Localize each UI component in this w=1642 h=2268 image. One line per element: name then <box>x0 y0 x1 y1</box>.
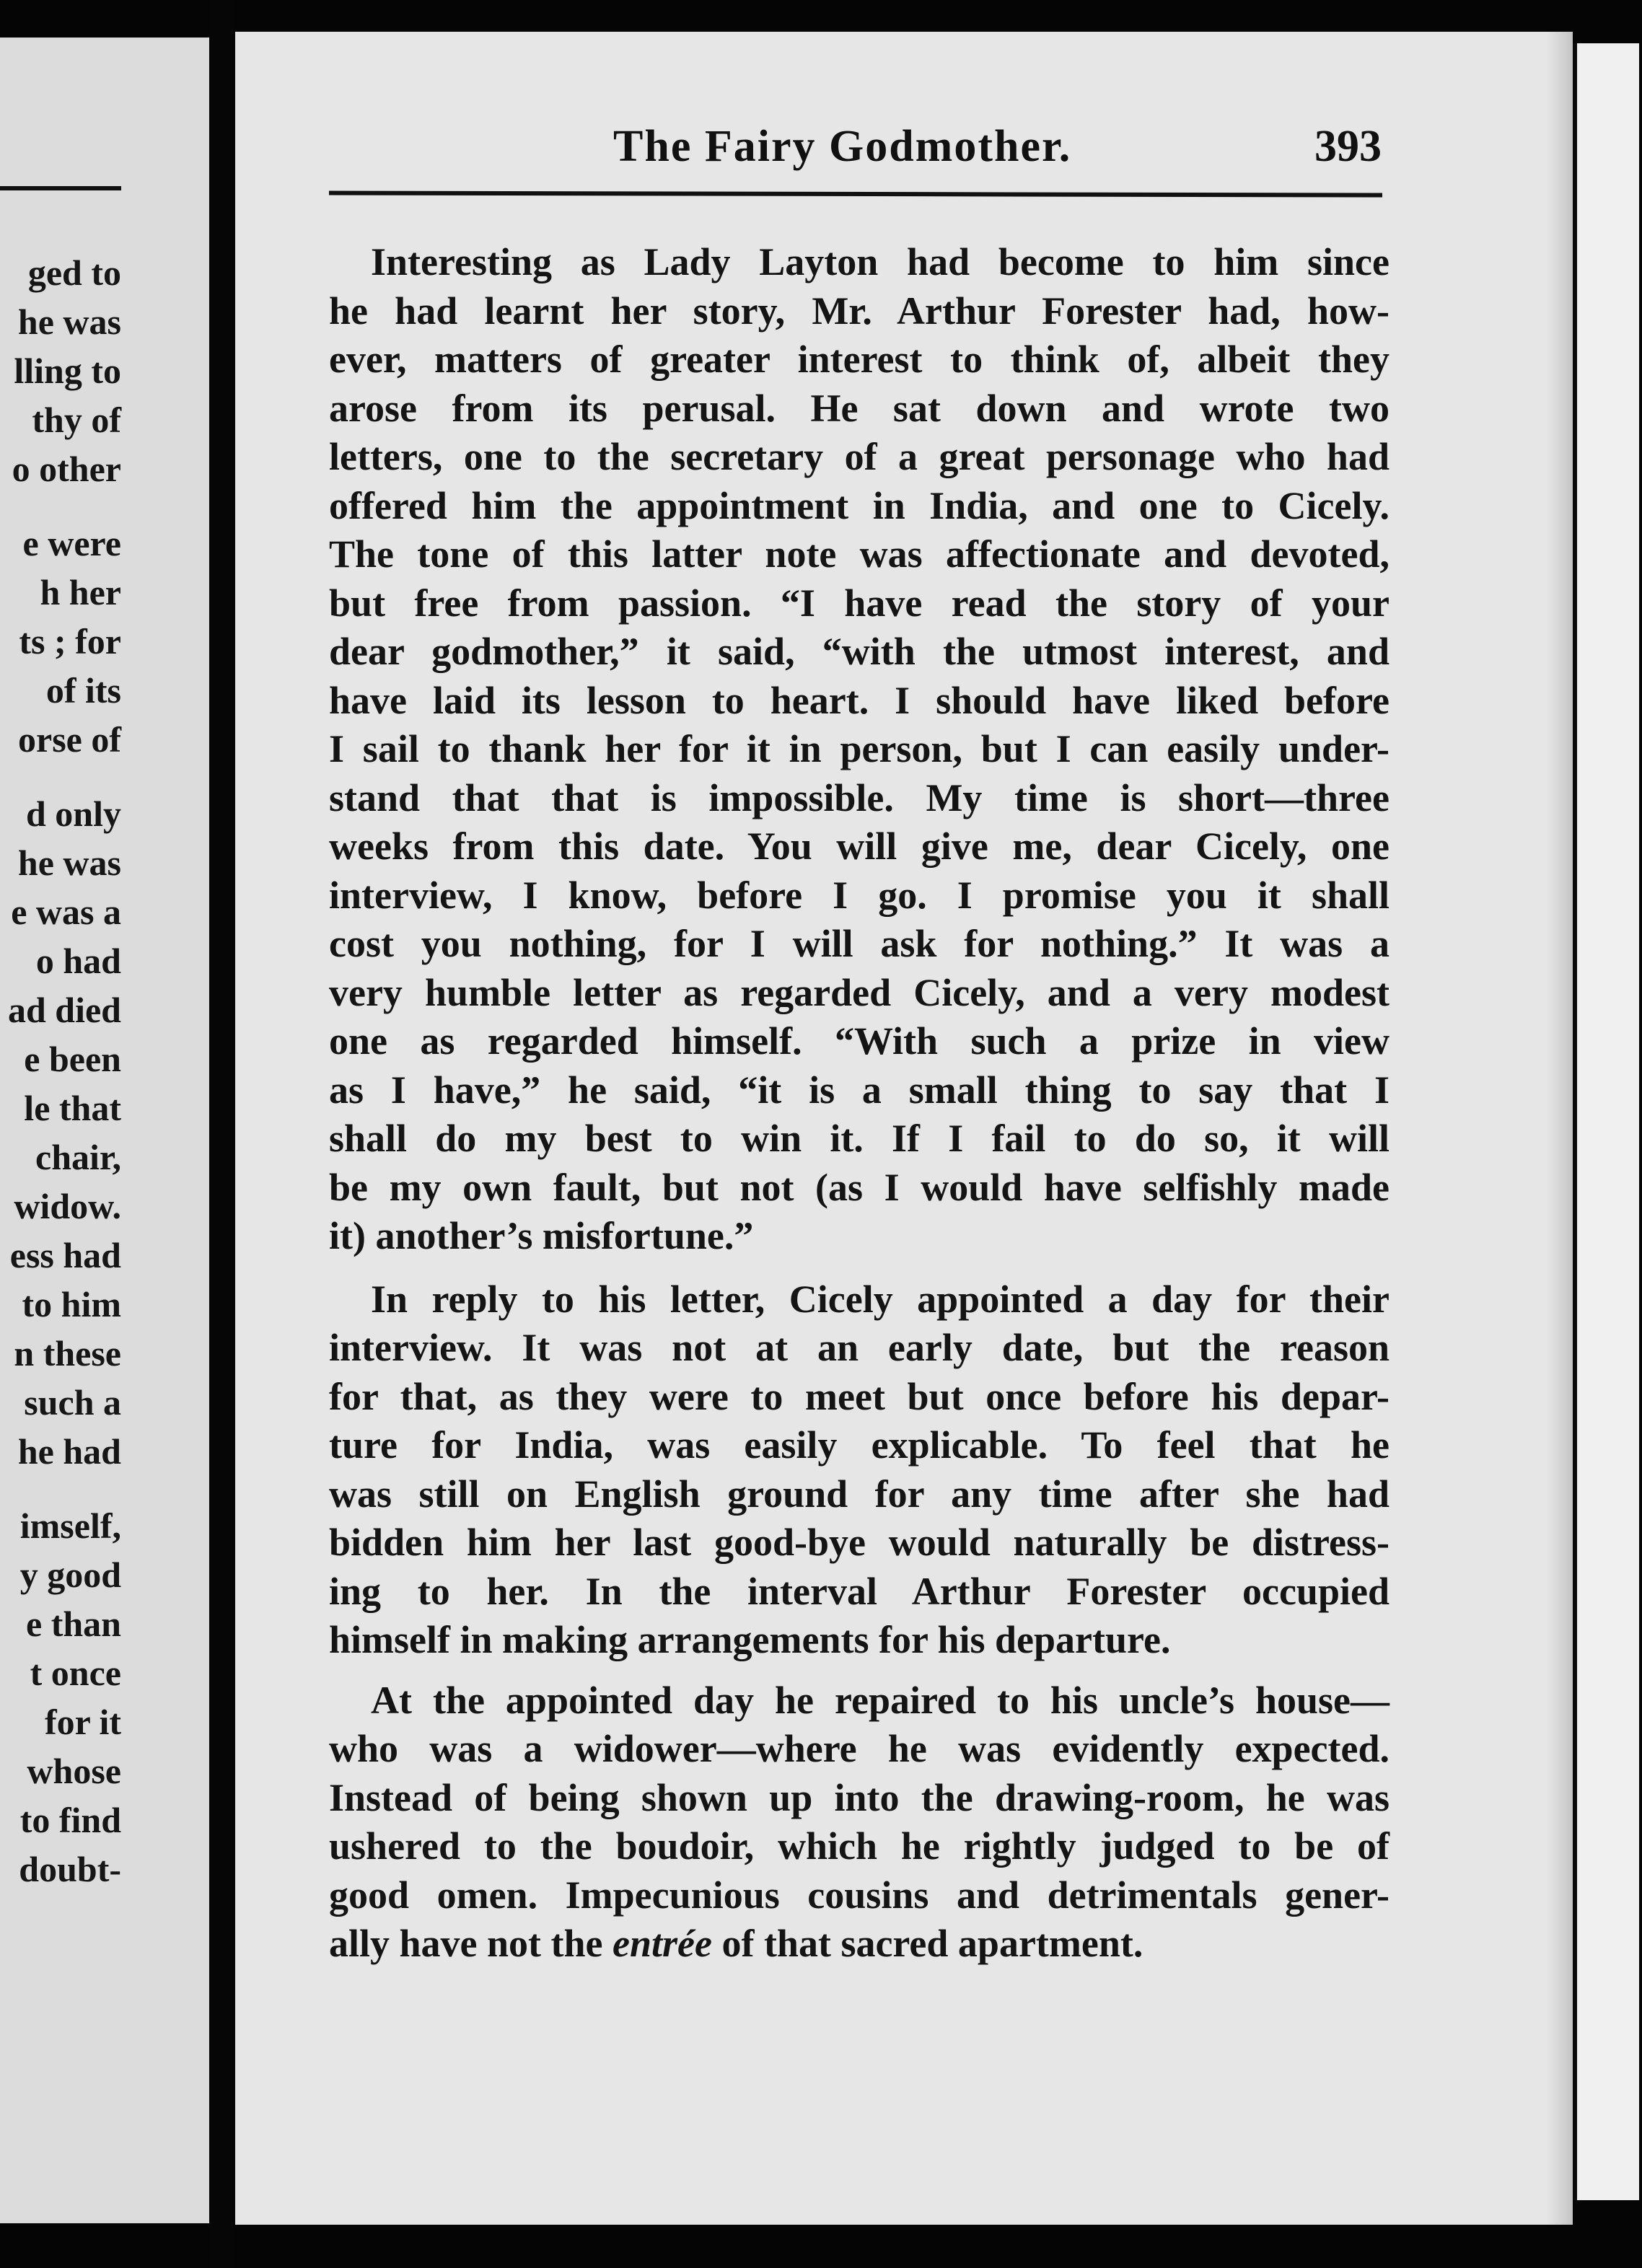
facing-line: he was <box>17 302 121 342</box>
facing-line: lling to <box>14 351 121 391</box>
book-gutter <box>209 0 235 2268</box>
text-line: good omen. Impecunious cousins and detrimentals gener- <box>329 1873 1389 1917</box>
facing-line: e were <box>22 523 121 563</box>
facing-page-fragment <box>0 38 209 2223</box>
italic-word: entrée <box>613 1922 712 1965</box>
text-line: one as regarded himself. “With such a prize in view <box>329 1019 1389 1063</box>
facing-line: ged to <box>27 252 121 293</box>
facing-paragraph-gap <box>0 493 121 519</box>
facing-line: h her <box>40 572 121 612</box>
text-line: dear godmother,” it said, “with the utmost interest, and <box>329 630 1389 673</box>
text-line: have laid its lesson to heart. I should have liked before <box>329 678 1389 722</box>
text-line: very humble letter as regarded Cicely, and a very modest <box>329 970 1389 1014</box>
facing-page-text-fragments <box>0 248 121 1894</box>
facing-line: n these <box>14 1333 121 1373</box>
facing-line: he had <box>17 1431 121 1472</box>
text-line: Interesting as Lady Layton had become to him since <box>371 240 1389 284</box>
text-line: bidden him her last good-bye would naturally be distress- <box>329 1521 1389 1564</box>
text-line: The tone of this latter note was affectionate and devoted, <box>329 532 1389 576</box>
text-line <box>329 1920 1389 1969</box>
facing-line: to find <box>19 1800 121 1840</box>
text-line: but free from passion. “I have read the story of your <box>329 581 1389 625</box>
paragraph-3 <box>329 1676 1389 1969</box>
page-body <box>329 238 1389 1969</box>
facing-line: d only <box>25 794 121 834</box>
header-rule <box>329 190 1382 197</box>
paragraph-1 <box>329 238 1389 1261</box>
facing-line: e than <box>26 1604 121 1644</box>
facing-line: ess had <box>9 1235 121 1275</box>
facing-line: t once <box>30 1653 121 1693</box>
text-line: arose from its perusal. He sat down and wrote two <box>329 386 1389 430</box>
text-line: ing to her. In the interval Arthur Forester occupied <box>329 1569 1389 1613</box>
facing-line: for it <box>45 1702 121 1742</box>
facing-line: e was a <box>11 892 121 932</box>
text-run: of that sacred apartment. <box>711 1922 1143 1965</box>
facing-line: o had <box>35 941 121 981</box>
facing-page-header-rule <box>0 186 121 190</box>
text-line: Instead of being shown up into the drawing-room, he was <box>329 1775 1389 1819</box>
text-line: letters, one to the secretary of a great personage who had <box>329 435 1389 478</box>
facing-line: imself, <box>19 1506 121 1546</box>
facing-line: thy of <box>32 400 121 440</box>
text-run: ally have not the <box>329 1922 613 1965</box>
facing-paragraph-gap <box>0 1476 121 1501</box>
facing-line: o other <box>12 449 121 489</box>
text-line: ever, matters of greater interest to think of, albeit they <box>329 338 1389 381</box>
book-page <box>235 32 1573 2225</box>
text-line: cost you nothing, for I will ask for nothing.” It was a <box>329 922 1389 965</box>
facing-line: he was <box>17 843 121 883</box>
paragraph-2 <box>329 1275 1389 1665</box>
text-line: be my own fault, but not (as I would have selfishly made <box>329 1165 1389 1209</box>
facing-line: widow. <box>14 1186 121 1226</box>
text-line: who was a widower—where he was evidently expected. <box>329 1727 1389 1770</box>
facing-line: orse of <box>18 719 121 760</box>
running-title: The Fairy Godmother. <box>613 122 1072 171</box>
facing-line: of its <box>45 670 121 711</box>
facing-line: such a <box>24 1382 121 1423</box>
facing-line: le that <box>24 1088 121 1128</box>
facing-paragraph-gap <box>0 764 121 789</box>
text-line: for that, as they were to meet but once before his depar- <box>329 1374 1389 1418</box>
text-line: stand that that is impossible. My time is short—three <box>329 775 1389 819</box>
facing-line: whose <box>27 1751 121 1791</box>
next-page-edge <box>1573 43 1639 2200</box>
text-line: shall do my best to win it. If I fail to do so, it will <box>329 1117 1389 1160</box>
facing-line: e been <box>24 1039 121 1079</box>
text-line: In reply to his letter, Cicely appointed a day for their <box>371 1277 1389 1321</box>
facing-line: ad died <box>7 990 121 1030</box>
facing-line: y good <box>19 1555 121 1595</box>
facing-line: ts ; for <box>19 621 121 662</box>
text-line: weeks from this date. You will give me, dear Cicely, one <box>329 825 1389 868</box>
facing-line: doubt- <box>19 1849 121 1889</box>
text-line: it) another’s misfortune.” <box>329 1214 754 1257</box>
text-line: was still on English ground for any time after she had <box>329 1472 1389 1516</box>
text-line: offered him the appointment in India, and one to Cicely. <box>329 483 1389 527</box>
text-line: as I have,” he said, “it is a small thing to say that I <box>329 1068 1389 1112</box>
page-number: 393 <box>1314 122 1382 171</box>
text-line: I sail to thank her for it in person, but I can easily under- <box>329 727 1389 770</box>
text-line: At the appointed day he repaired to his uncle’s house— <box>371 1678 1389 1722</box>
text-line: ture for India, was easily explicable. To feel that he <box>329 1423 1389 1467</box>
text-line: he had learnt her story, Mr. Arthur Forester had, how- <box>329 289 1389 333</box>
text-line: himself in making arrangements for his departure. <box>329 1618 1171 1661</box>
facing-line: to him <box>22 1284 121 1324</box>
text-line: interview. It was not at an early date, but the reason <box>329 1326 1389 1369</box>
text-line: interview, I know, before I go. I promise you it shall <box>329 873 1389 917</box>
text-line: ushered to the boudoir, which he rightly judged to be of <box>329 1824 1389 1868</box>
facing-line: chair, <box>35 1137 121 1177</box>
